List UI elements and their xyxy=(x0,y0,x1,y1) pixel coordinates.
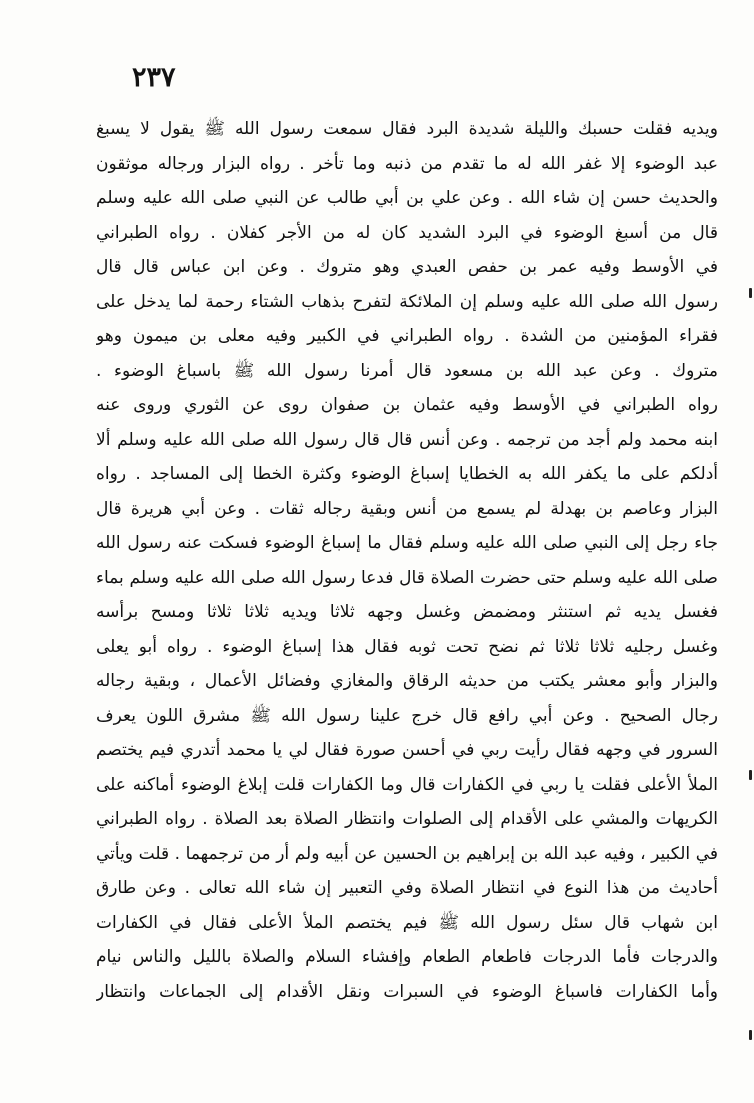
text-line: أحاديث من هذا النوع في انتظار الصلاة وفي التعبير إن شاء الله تعالى . وعن طارق xyxy=(96,878,718,898)
text-line: السرور في وجهه فقال رأيت ربي في أحسن صورة فقال لي يا محمد أتدري فيم يختصم xyxy=(96,740,718,760)
text-line: والحديث حسن إن شاء الله . وعن علي بن أبي طالب عن النبي صلى الله عليه وسلم xyxy=(96,188,718,208)
text-line: قال من أسبغ الوضوء في البرد الشديد كان له من الأجر كفلان . رواه الطبراني xyxy=(96,222,718,243)
text-line: أدلكم على ما يكفر الله به الخطايا إسباغ الوضوء وكثرة الخطا إلى المساجد . رواه xyxy=(96,464,718,484)
text-line: صلى الله عليه وسلم حتى حضرت الصلاة قال فدعا رسول الله صلى الله عليه وسلم بماء xyxy=(96,567,718,588)
scan-edge-mark xyxy=(749,288,752,298)
body-text xyxy=(96,112,718,1009)
text-line: الملأ الأعلى فقلت يا ربي في الكفارات قال وما الكفارات قلت إبلاغ الوضوء أماكنه على xyxy=(96,774,718,795)
text-line: وأما الكفارات فاسباغ الوضوء في السبرات ونقل الأقدام إلى الجماعات وانتظار xyxy=(96,981,718,1002)
text-line: ويديه فقلت حسبك والليلة شديدة البرد فقال سمعت رسول الله ﷺ يقول لا يسبغ xyxy=(96,119,718,139)
page-number: ٢٣٧ xyxy=(132,62,176,93)
text-line: ابن شهاب قال سئل رسول الله ﷺ فيم يختصم الملأ الأعلى فقال في الكفارات xyxy=(96,912,718,933)
text-line: متروك . وعن عبد الله بن مسعود قال أمرنا رسول الله ﷺ باسباغ الوضوء . xyxy=(96,360,718,381)
text-line: جاء رجل إلى النبي صلى الله عليه وسلم فقال ما إسباغ الوضوء فسكت عنه رسول الله xyxy=(96,533,718,553)
text-line: فغسل يديه ثم استنثر ومضمض وغسل وجهه ثلاثا ويديه ثلاثا ثلاثا ومسح برأسه xyxy=(96,602,718,622)
text-line: والبزار وأبو معشر يكتب من حديثه الرقاق والمغازي وفضائل الأعمال ، وبقية رجاله xyxy=(96,671,718,691)
scan-edge-mark xyxy=(749,1030,752,1040)
text-line: فقراء المؤمنين من الشدة . رواه الطبراني في الكبير وفيه معلى بن ميمون وهو xyxy=(96,326,718,346)
text-line: رجال الصحيح . وعن أبي رافع قال خرج علينا رسول الله ﷺ مشرق اللون يعرف xyxy=(96,705,718,726)
text-line: والدرجات فأما الدرجات فاطعام الطعام وإفشاء السلام والصلاة بالليل والناس نيام xyxy=(96,947,718,967)
text-line: ابنه محمد ولم أجد من ترجمه . وعن أنس قال قال رسول الله صلى الله عليه وسلم ألا xyxy=(96,429,718,450)
text-line: في الكبير ، وفيه عبد الله بن إبراهيم بن الحسين عن أبيه ولم أر من ترجمهما . قلت ويأتي xyxy=(96,843,718,864)
text-line: وغسل رجليه ثلاثا ثلاثا ثم نضح تحت ثوبه فقال هذا إسباغ الوضوء . رواه أبو يعلى xyxy=(96,636,718,657)
text-line: البزار وعاصم بن بهدلة لم يسمع من أنس وبقية رجاله ثقات . وعن أبي هريرة قال xyxy=(96,498,718,519)
text-line: عبد الوضوء إلا غفر الله له ما تقدم من ذنبه وما تأخر . رواه البزار ورجاله موثقون xyxy=(96,153,718,174)
text-line: رواه الطبراني في الأوسط وفيه عثمان بن صفوان روى عن الثوري وروى عنه xyxy=(96,395,718,415)
text-line: رسول الله صلى الله عليه وسلم إن الملائكة لتفرح بذهاب الشتاء رحمة لما يدخل على xyxy=(96,291,718,312)
text-line: الكريهات والمشي على الأقدام إلى الصلوات وانتظار الصلاة بعد الصلاة . رواه الطبراني xyxy=(96,809,718,829)
text-line: في الأوسط وفيه عمر بن حفص العبدي وهو متروك . وعن ابن عباس قال قال xyxy=(96,257,718,277)
scan-edge-mark xyxy=(749,770,752,780)
